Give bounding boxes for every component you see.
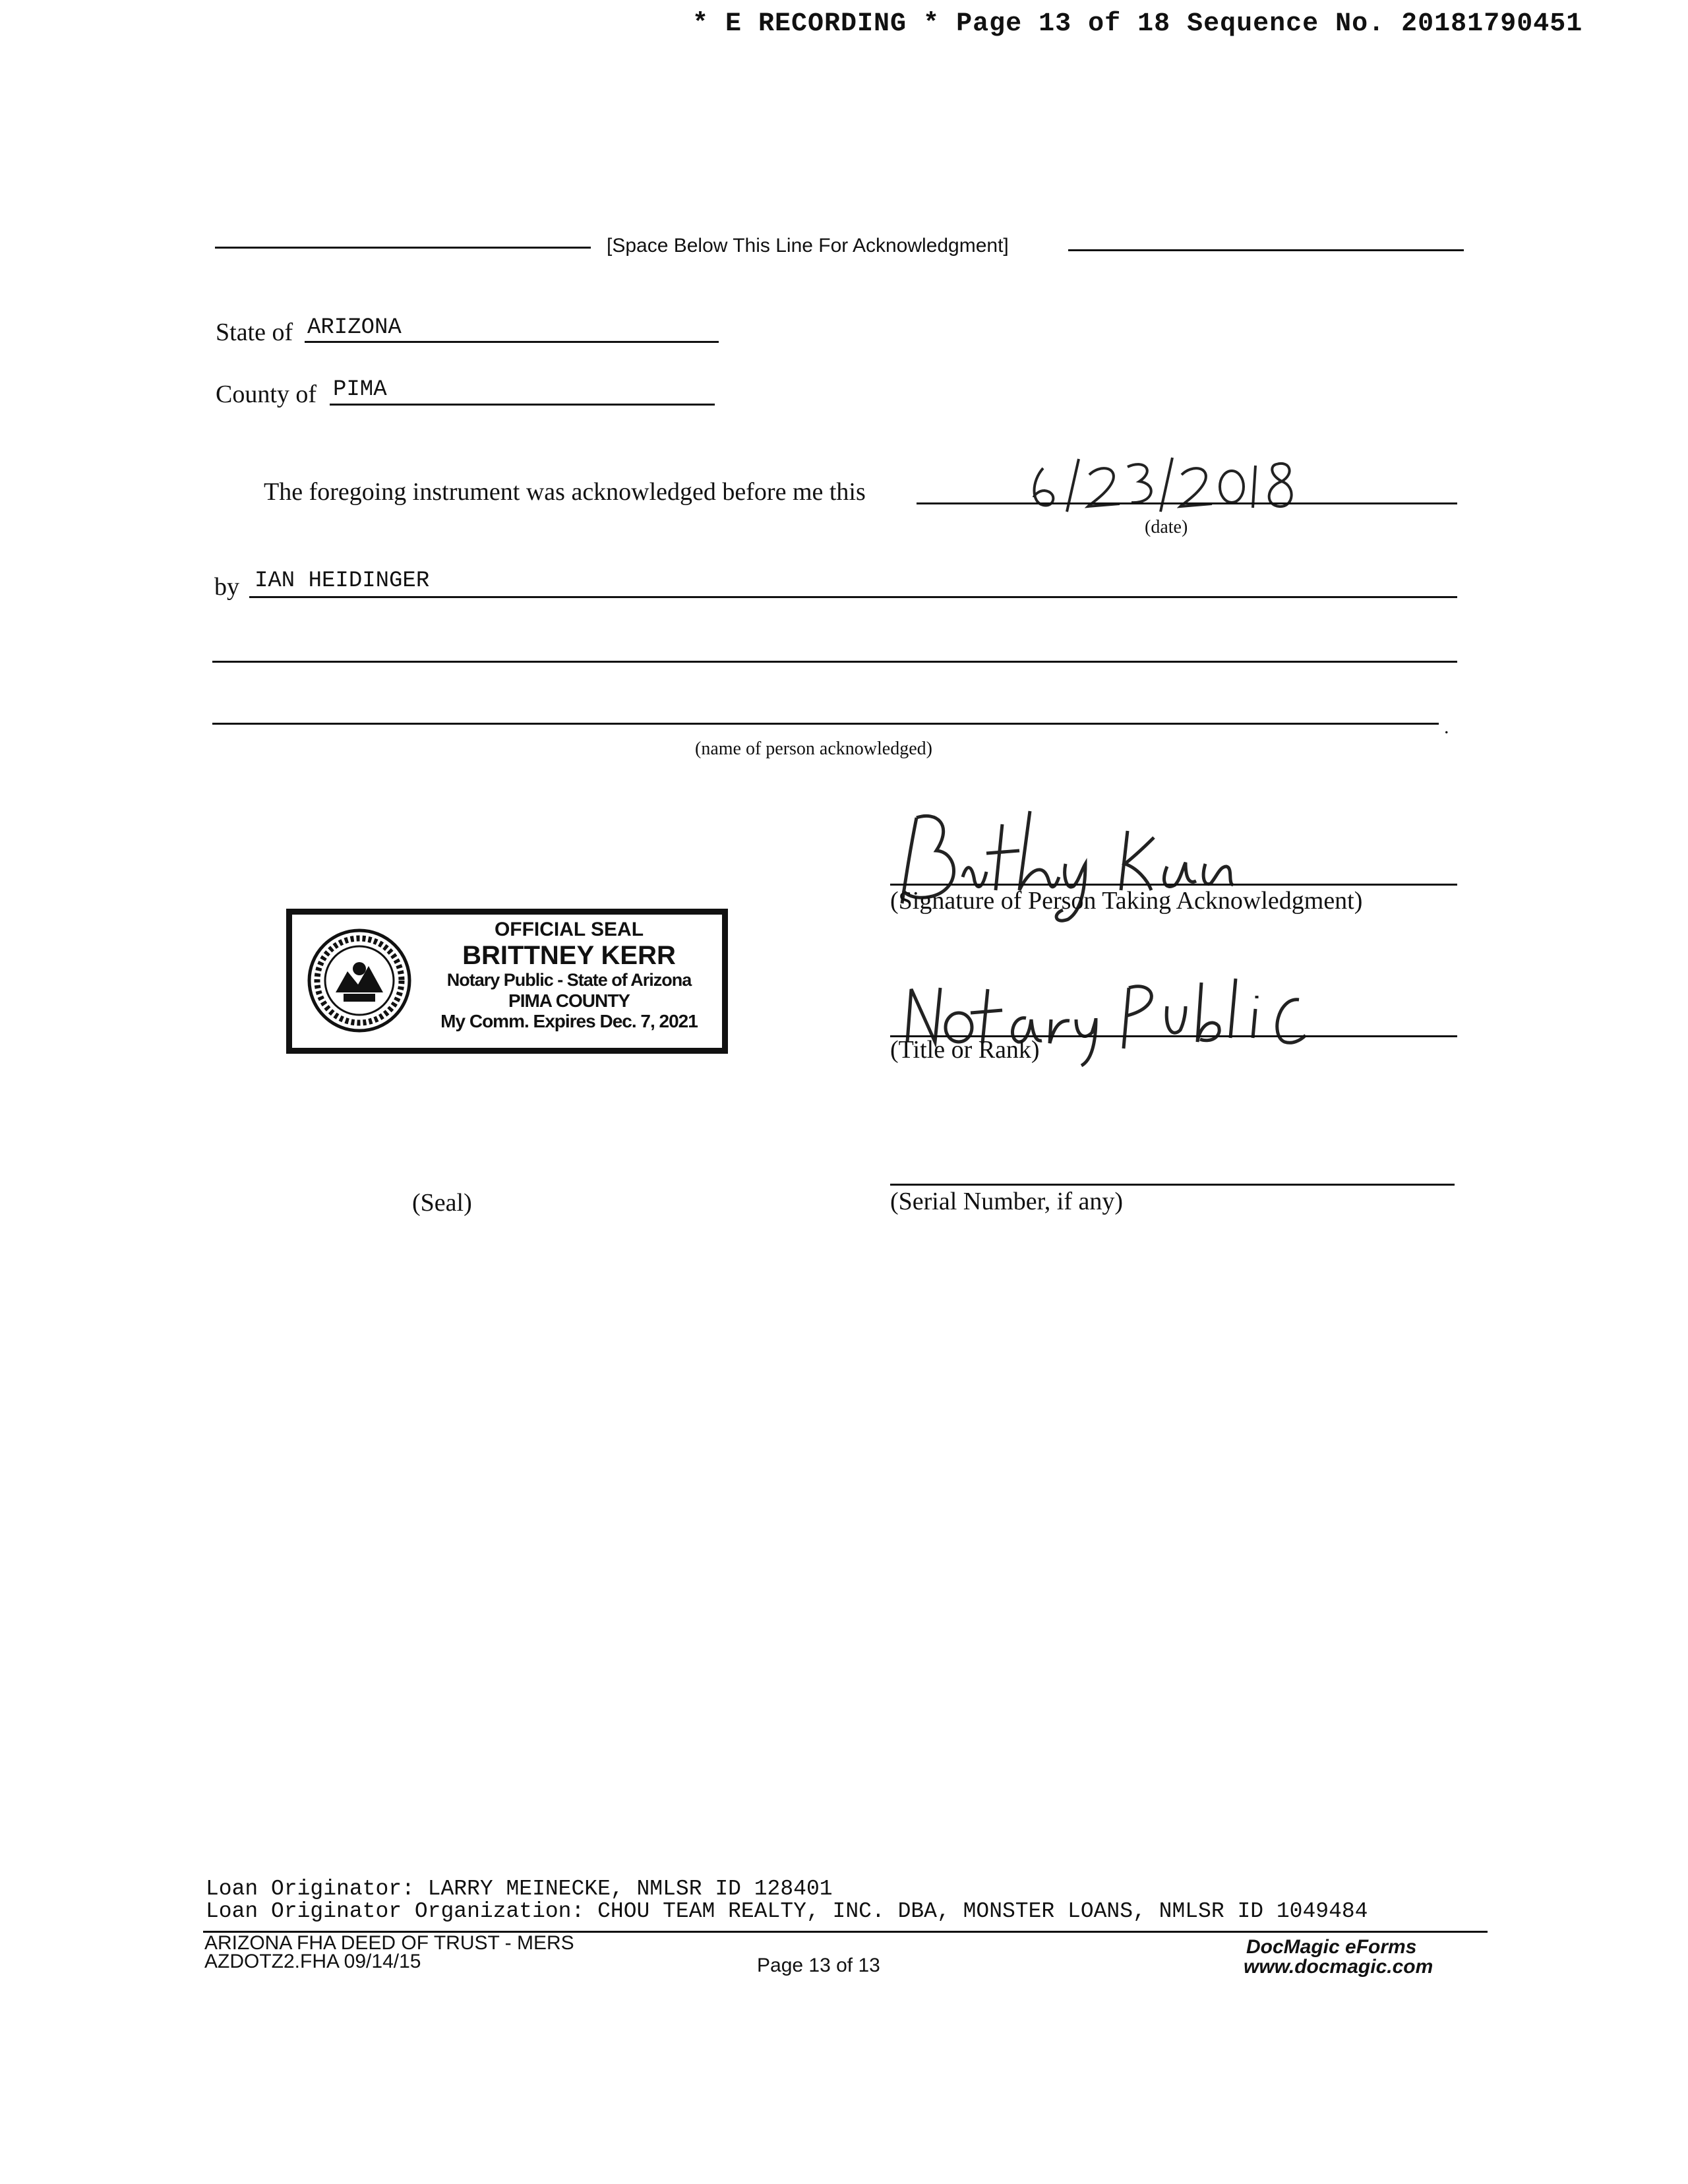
loan-originator-organization-line: Loan Originator Organization: CHOU TEAM REALTY, INC. DBA, MONSTER LOANS, NMLSR ID 1049484	[206, 1899, 1368, 1924]
docmagic-url: www.docmagic.com	[1244, 1956, 1433, 1978]
acknowledged-person-name: IAN HEIDINGER	[255, 568, 430, 593]
name-caption: (name of person acknowledged)	[695, 739, 932, 759]
form-title: ARIZONA FHA DEED OF TRUST - MERS	[204, 1932, 574, 1954]
docmagic-logo: DocMagic eForms	[1246, 1936, 1417, 1958]
signature-line	[890, 884, 1457, 886]
county-underline	[330, 404, 715, 406]
state-label: State of	[216, 318, 293, 346]
foregoing-statement: The foregoing instrument was acknowledged before me this	[264, 478, 866, 506]
serial-number-caption: (Serial Number, if any)	[890, 1188, 1124, 1215]
name-blank-line	[212, 723, 1439, 725]
county-value: PIMA	[333, 377, 387, 402]
seal-heading: OFFICIAL SEAL	[494, 919, 644, 940]
divider-rule-right	[1068, 249, 1464, 251]
title-caption: (Title or Rank)	[890, 1036, 1040, 1064]
notary-seal-stamp	[286, 909, 728, 1054]
recording-header: * E RECORDING * Page 13 of 18 Sequence No. 20181790451	[692, 9, 1583, 39]
divider-rule-left	[215, 247, 591, 249]
handwritten-date	[1029, 455, 1306, 514]
seal-county: PIMA COUNTY	[508, 990, 630, 1011]
name-underline	[249, 596, 1457, 598]
seal-commission-state: Notary Public - State of Arizona	[446, 970, 692, 990]
signature-caption: (Signature of Person Taking Acknowledgment)	[890, 887, 1363, 915]
page-number: Page 13 of 13	[757, 1955, 880, 1976]
acknowledgment-divider-text: [Space Below This Line For Acknowledgment]	[607, 235, 1009, 257]
date-caption: (date)	[1145, 517, 1188, 537]
by-label: by	[214, 573, 239, 601]
serial-number-line	[890, 1184, 1455, 1186]
name-blank-line	[212, 661, 1457, 663]
seal-caption: (Seal)	[412, 1189, 472, 1217]
state-value: ARIZONA	[307, 315, 402, 340]
seal-expiration: My Comm. Expires Dec. 7, 2021	[440, 1010, 698, 1031]
form-code: AZDOTZ2.FHA 09/14/15	[204, 1951, 421, 1972]
date-underline	[917, 502, 1457, 504]
state-underline	[305, 341, 719, 343]
loan-originator-line: Loan Originator: LARRY MEINECKE, NMLSR ID 128401	[206, 1877, 833, 1901]
state-seal-emblem-icon	[307, 928, 412, 1033]
county-label: County of	[216, 380, 317, 408]
seal-notary-name: BRITTNEY KERR	[462, 940, 676, 970]
notary-seal-text	[424, 919, 714, 1031]
line-end-period: .	[1444, 716, 1449, 738]
